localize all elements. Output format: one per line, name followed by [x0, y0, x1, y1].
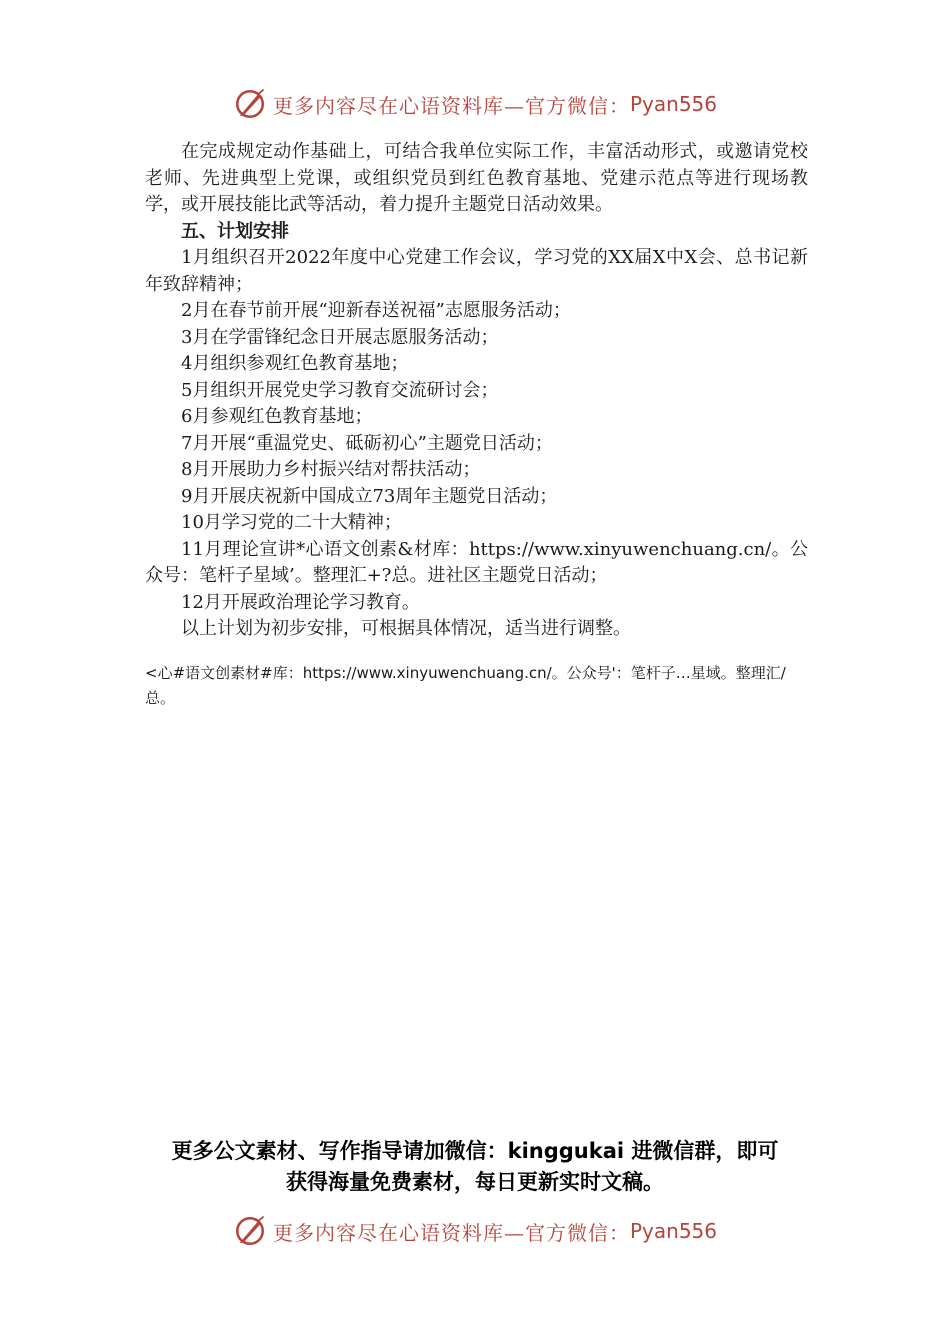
- plan-item: 8月开展助力乡村振兴结对帮扶活动；: [181, 459, 481, 480]
- plan-item: 1月组织召开2022年度中心党建工作会议，学习党的XX届X中X会、总书记新年致辞精神；: [145, 247, 808, 295]
- promo-line: 更多公文素材、写作指导请加微信：kinggukai 进微信群，即可: [171, 1139, 779, 1163]
- plan-item: 10月学习党的二十大精神；: [181, 512, 402, 533]
- plan-item: 4月组织参观红色教育基地；: [181, 353, 409, 374]
- promo-block: [140, 1136, 810, 1198]
- plan-item: 3月在学雷锋纪念日开展志愿服务活动；: [181, 326, 499, 348]
- promo-line: 获得海量免费素材，每日更新实时文稿。: [286, 1170, 664, 1194]
- footer-banner: [0, 1211, 950, 1251]
- closing-paragraph: 以上计划为初步安排，可根据具体情况，适当进行调整。: [181, 618, 631, 639]
- paragraph: 在完成规定动作基础上，可结合我单位实际工作，丰富活动形式，或邀请党校老师、先进典型上党课，或组织党员到红色教育基地、党建示范点等进行现场教学，或开展技能比武等活动，着力提升主题党日活动效果。: [145, 141, 808, 215]
- quill-logo-icon: [233, 87, 267, 121]
- document-body: [145, 139, 808, 643]
- plan-item: 12月开展政治理论学习教育。: [181, 591, 420, 613]
- section-heading: 五、计划安排: [181, 220, 289, 242]
- plan-item: 2月在春节前开展“迎新春送祝福”志愿服务活动；: [181, 300, 571, 321]
- header-banner: [0, 84, 950, 124]
- plan-item: 7月开展“重温党史、砥砺初心”主题党日活动；: [181, 432, 553, 454]
- plan-item: 9月开展庆祝新中国成立73周年主题党日活动；: [181, 485, 558, 507]
- quill-logo-icon: [233, 1214, 267, 1248]
- plan-item: 5月组织开展党史学习教育交流研讨会；: [181, 379, 499, 401]
- banner-text: 更多内容尽在心语资料库—官方微信：: [272, 1220, 630, 1245]
- plan-item: 11月理论宣讲*心语文创素&材库：https://www.xinyuwenchuang.cn/。公众号：笔杆子星域’。整理汇+?总。进社区主题党日活动；: [145, 538, 808, 586]
- source-note: <心#语文创素材#库：https://www.xinyuwenchuang.cn/。公众号'：笔杆子…星域。整理汇/总。: [145, 664, 786, 707]
- banner-wechat-id: Pyan556: [629, 1219, 717, 1243]
- banner-text: 更多内容尽在心语资料库—官方微信：: [272, 93, 630, 118]
- plan-item: 6月参观红色教育基地；: [181, 406, 373, 427]
- banner-wechat-id: Pyan556: [629, 92, 717, 116]
